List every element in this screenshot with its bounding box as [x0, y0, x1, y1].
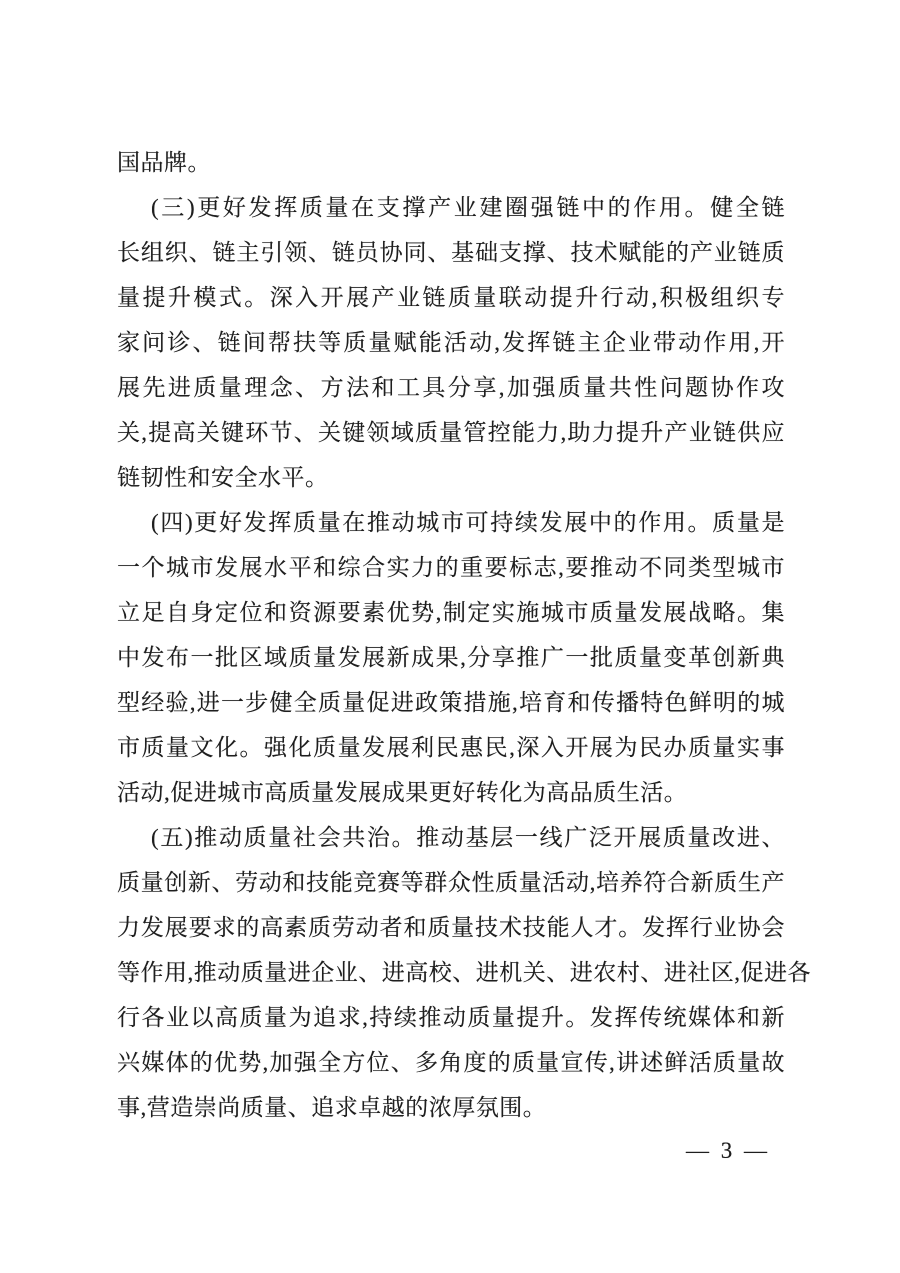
- text-line: 活动,促进城市高质量发展成果更好转化为高品质生活。: [117, 780, 688, 805]
- text-line: 链韧性和安全水平。: [117, 465, 329, 490]
- text-line: 力发展要求的高素质劳动者和质量技术技能人才。发挥行业协会: [117, 915, 785, 940]
- text-line: 国品牌。: [117, 150, 211, 175]
- text-line: 立足自身定位和资源要素优势,制定实施城市质量发展战略。集: [117, 600, 785, 625]
- text-line: 行各业以高质量为追求,持续推动质量提升。发挥传统媒体和新: [117, 1005, 785, 1030]
- text-line: 展先进质量理念、方法和工具分享,加强质量共性问题协作攻: [117, 375, 785, 400]
- text-line: 市质量文化。强化质量发展利民惠民,深入开展为民办质量实事: [117, 735, 785, 760]
- text-line: (四)更好发挥质量在推动城市可持续发展中的作用。质量是: [151, 510, 785, 535]
- page-number: — 3 —: [686, 1138, 770, 1163]
- text-line: (三)更好发挥质量在支撑产业建圈强链中的作用。健全链: [151, 195, 785, 220]
- text-line: 等作用,推动质量进企业、进高校、进机关、进农村、进社区,促进各: [117, 960, 811, 985]
- text-line: 中发布一批区域质量发展新成果,分享推广一批质量变革创新典: [117, 645, 785, 670]
- text-line: (五)推动质量社会共治。推动基层一线广泛开展质量改进、: [151, 825, 785, 850]
- text-line: 一个城市发展水平和综合实力的重要标志,要推动不同类型城市: [117, 555, 785, 580]
- document-body-text: [117, 140, 811, 1130]
- text-line: 关,提高关键环节、关键领域质量管控能力,助力提升产业链供应: [117, 420, 785, 445]
- text-line: 量提升模式。深入开展产业链质量联动提升行动,积极组织专: [117, 285, 785, 310]
- text-line: 长组织、链主引领、链员协同、基础支撑、技术赋能的产业链质: [117, 240, 785, 265]
- text-line: 型经验,进一步健全质量促进政策措施,培育和传播特色鲜明的城: [117, 690, 785, 715]
- text-line: 事,营造崇尚质量、追求卓越的浓厚氛围。: [117, 1095, 547, 1120]
- text-line: 质量创新、劳动和技能竞赛等群众性质量活动,培养符合新质生产: [117, 870, 785, 895]
- text-line: 家问诊、链间帮扶等质量赋能活动,发挥链主企业带动作用,开: [117, 330, 785, 355]
- text-line: 兴媒体的优势,加强全方位、多角度的质量宣传,讲述鲜活质量故: [117, 1050, 785, 1075]
